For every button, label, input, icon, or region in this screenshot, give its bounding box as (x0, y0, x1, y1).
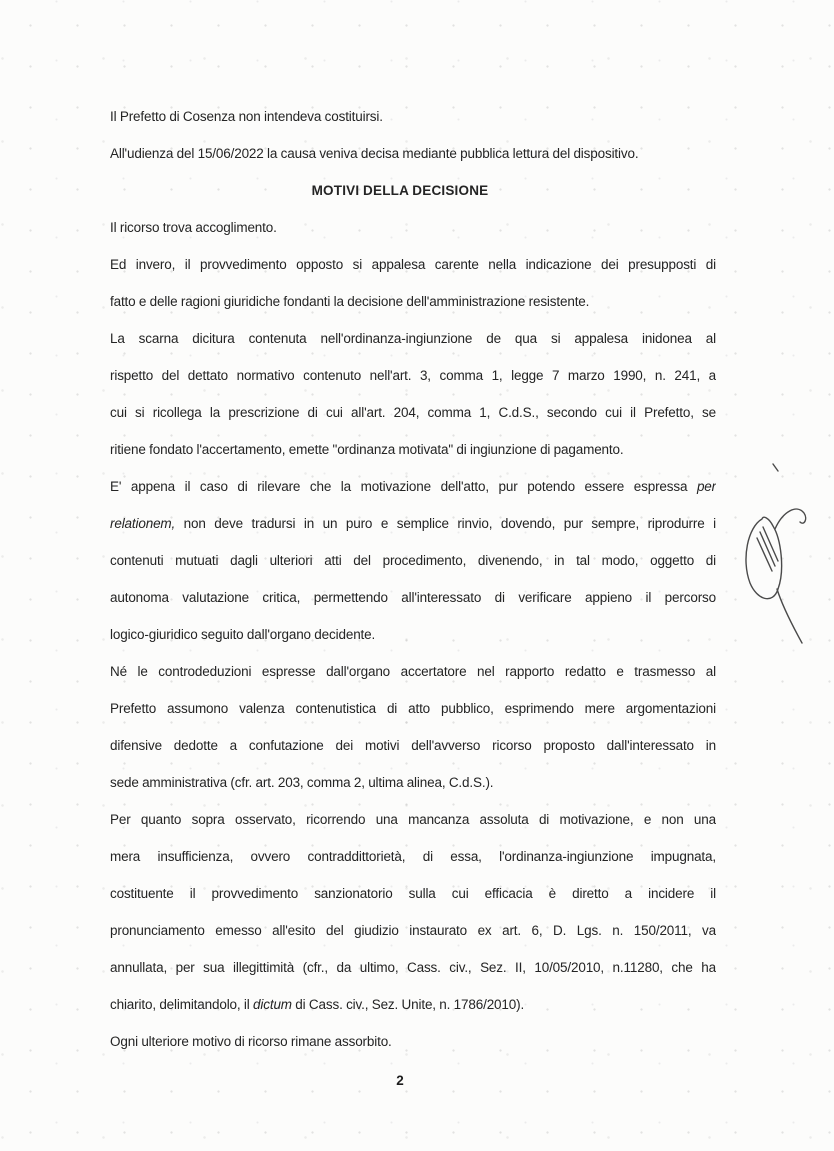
pen-tick-icon (773, 464, 778, 471)
text-line: Ogni ulteriore motivo di ricorso rimane assorbito. (110, 1034, 392, 1049)
text-line: rispetto del dettato normativo contenuto nell'art. 3, comma 1, legge 7 marzo 1990, n. 241, a (110, 368, 716, 383)
text-line: annullata, per sua illegittimità (cfr., da ultimo, Cass. civ., Sez. II, 10/05/2010, n.11280, che ha (110, 960, 716, 975)
text-line: sede amministrativa (cfr. art. 203, comma 2, ultima alinea, C.d.S.). (110, 775, 494, 790)
text-line: Il Prefetto di Cosenza non intendeva costituirsi. (110, 109, 383, 124)
text-line: All'udienza del 15/06/2022 la causa veniva decisa mediante pubblica lettura del dispositivo. (110, 146, 639, 161)
text-line: logico-giuridico seguito dall'organo decidente. (110, 627, 376, 642)
text-line (110, 468, 716, 505)
text-line: cui si ricollega la prescrizione di cui all'art. 204, comma 1, C.d.S., secondo cui il Prefetto, se (110, 405, 716, 420)
document-body (110, 98, 716, 1060)
page-number: 2 (396, 1073, 404, 1088)
text-line: Prefetto assumono valenza contenutistica di atto pubblico, esprimendo mere argomentazioni (110, 701, 716, 716)
text-line: ritiene fondato l'accertamento, emette "ordinanza motivata" di ingiunzione di pagamento. (110, 442, 624, 457)
text-line: costituente il provvedimento sanzionatorio sulla cui efficacia è diretto a incidere il (110, 886, 716, 901)
italic-text-segment: relationem, (110, 516, 176, 531)
text-line: pronunciamento emesso all'esito del giudizio instaurato ex art. 6, D. Lgs. n. 150/2011, va (110, 923, 716, 938)
text-segment: E' appena il caso di rilevare che la motivazione dell'atto, pur potendo essere espressa (110, 479, 697, 494)
pen-hook-icon (775, 509, 806, 529)
text-line: autonoma valutazione critica, permettendo all'interessato di verificare appieno il percorso (110, 590, 716, 605)
text-line: La scarna dicitura contenuta nell'ordinanza-ingiunzione de qua si appalesa inidonea al (110, 331, 716, 346)
text-line: difensive dedotte a confutazione dei motivi dell'avverso ricorso proposto dall'interessato in (110, 738, 716, 753)
text-line: contenuti mutuati dagli ulteriori atti del procedimento, divenendo, in tal modo, oggetto di (110, 553, 716, 568)
text-line: Ed invero, il provvedimento opposto si appalesa carente nella indicazione dei presupposti di (110, 257, 716, 272)
section-heading: MOTIVI DELLA DECISIONE (311, 183, 489, 198)
text-segment: chiarito, delimitandolo, il (110, 997, 254, 1012)
italic-text-segment: per (696, 479, 716, 494)
italic-text-segment: dictum (253, 997, 292, 1012)
text-line (110, 986, 716, 1023)
handwritten-signature-mark (728, 443, 813, 648)
text-segment: di Cass. civ., Sez. Unite, n. 1786/2010). (291, 997, 525, 1012)
text-line (110, 505, 716, 542)
text-line: fatto e delle ragioni giuridiche fondanti la decisione dell'amministrazione resistente. (110, 294, 590, 309)
text-line: Né le controdeduzioni espresse dall'organo accertatore nel rapporto redatto e trasmesso al (110, 664, 716, 679)
pen-tail-icon (777, 589, 802, 643)
text-line: Il ricorso trova accoglimento. (110, 220, 277, 235)
text-line: mera insufficienza, ovvero contraddittorietà, di essa, l'ordinanza-ingiunzione impugnata, (110, 849, 716, 864)
text-segment: non deve tradursi in un puro e semplice rinvio, dovendo, pur sempre, riprodurre i (175, 516, 716, 531)
text-line: Per quanto sopra osservato, ricorrendo una mancanza assoluta di motivazione, e non una (110, 812, 716, 827)
